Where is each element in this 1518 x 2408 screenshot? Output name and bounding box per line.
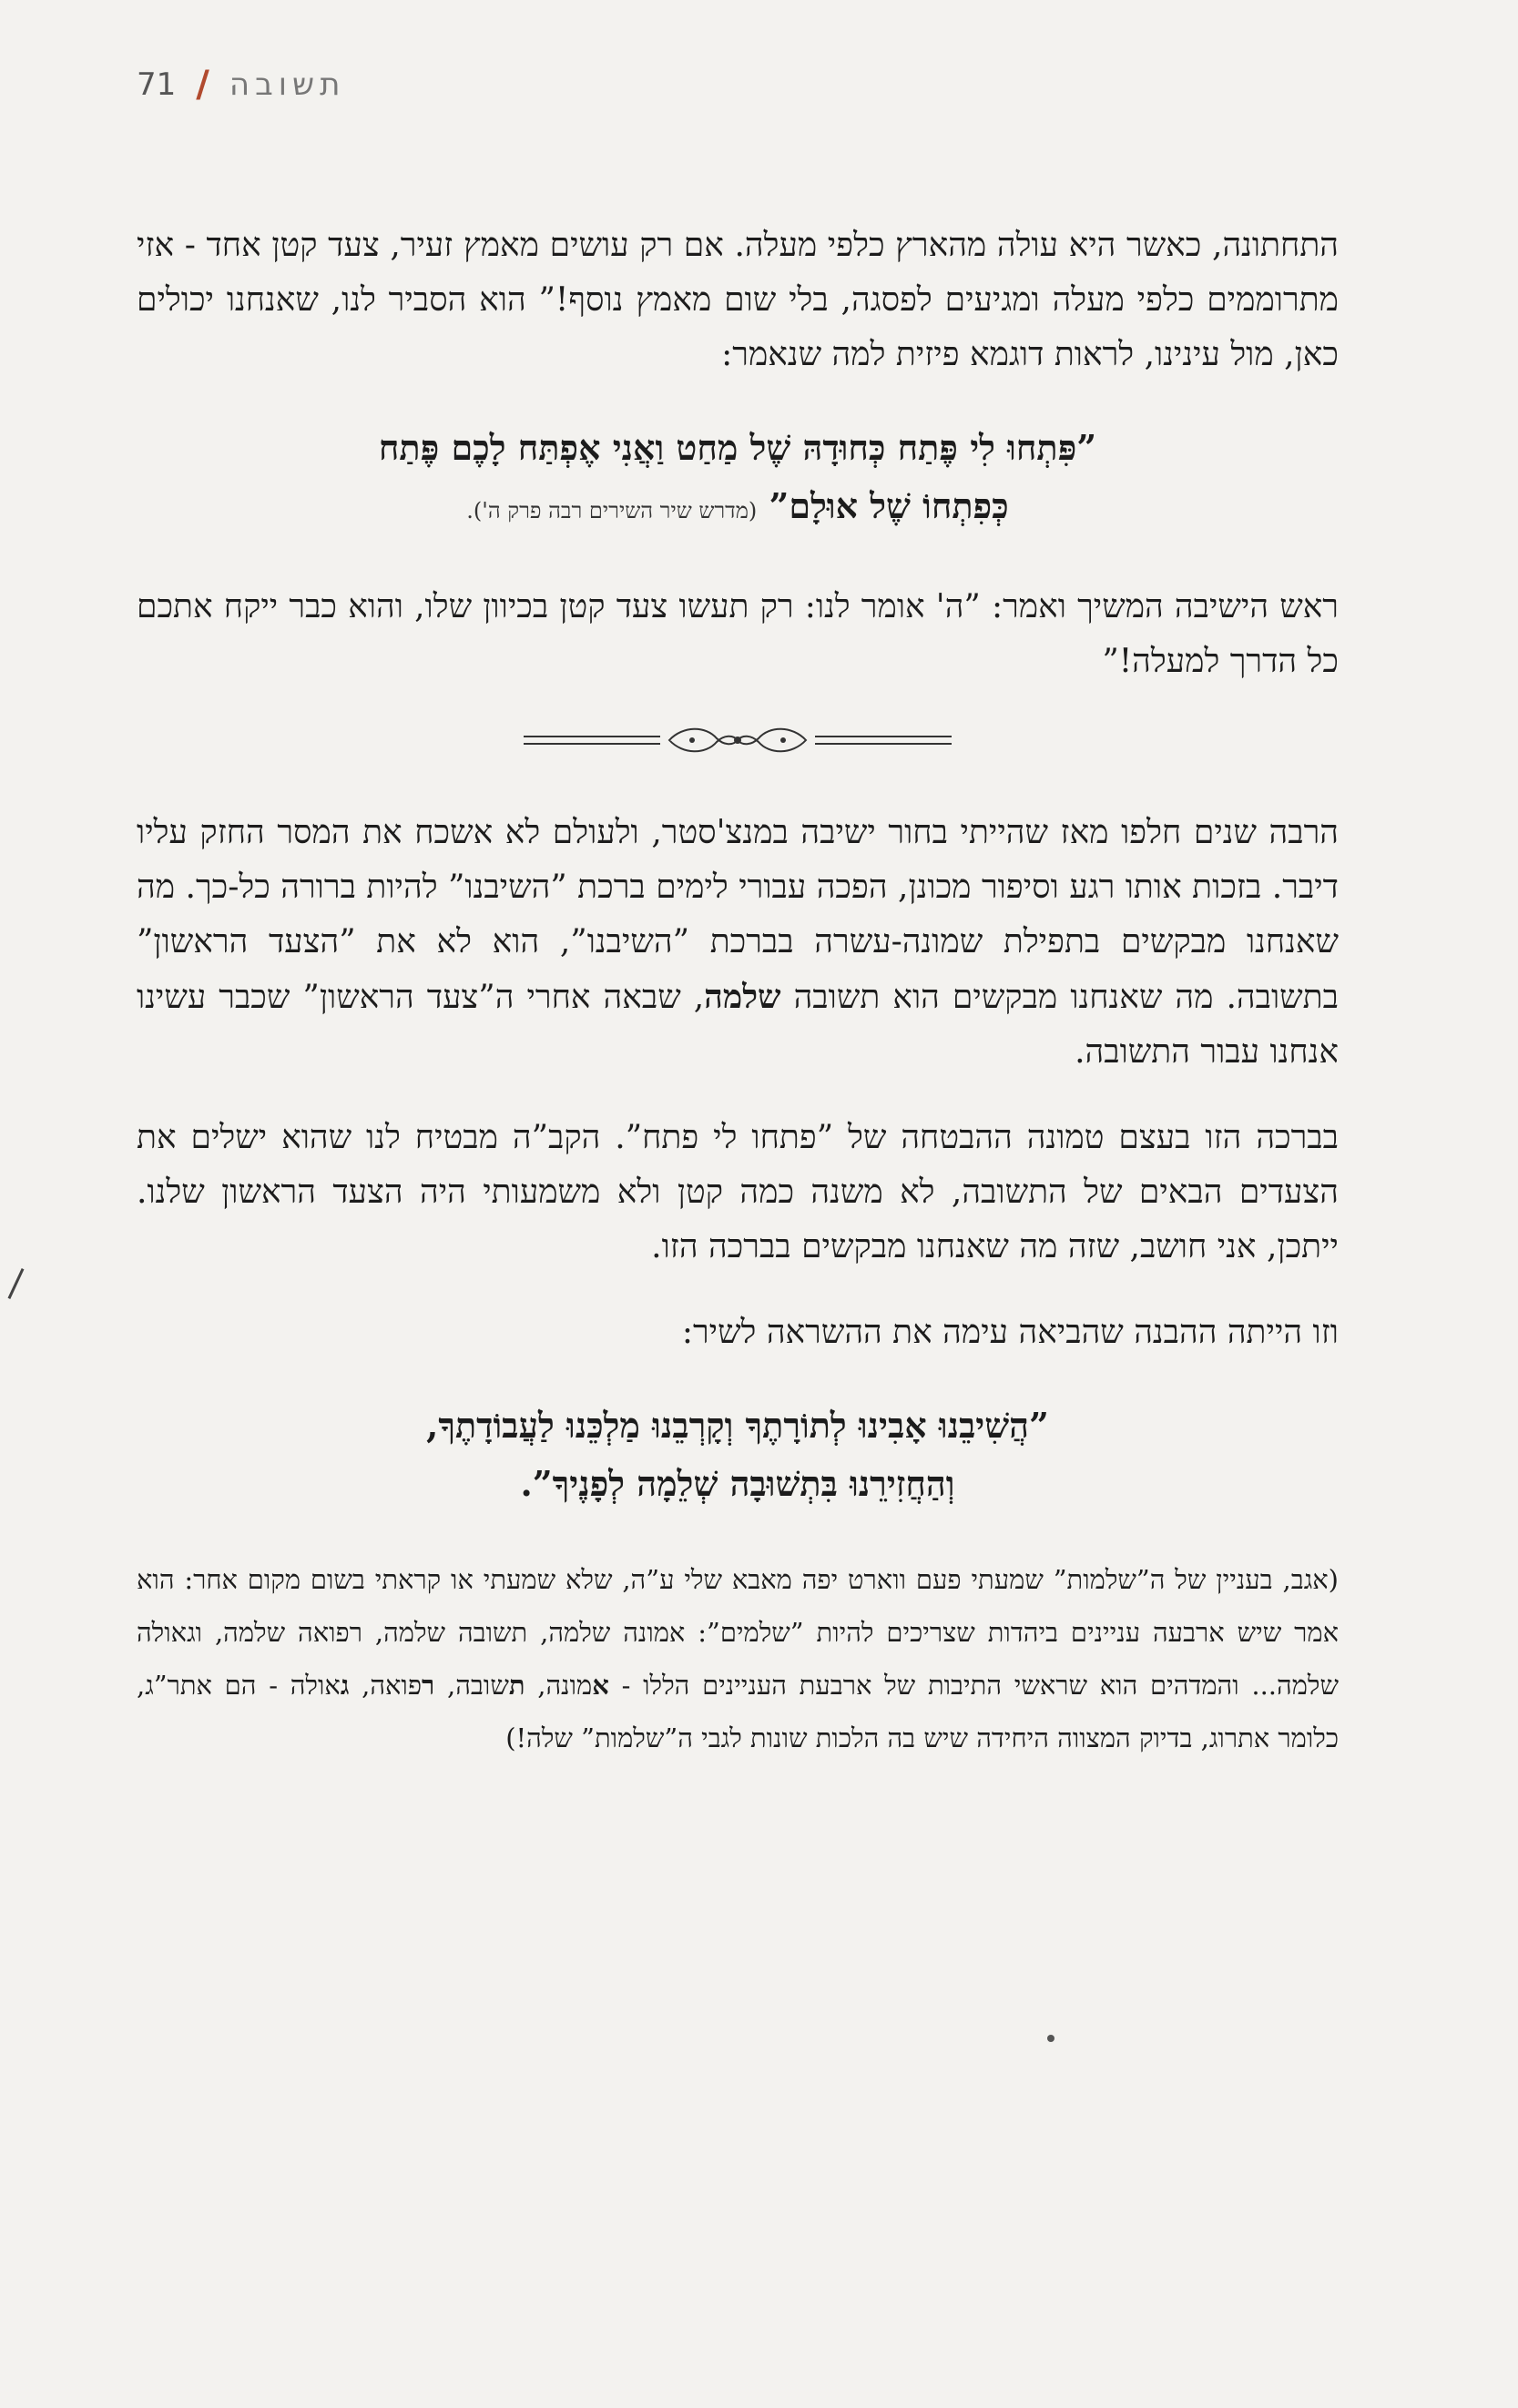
note-part-b: - הם אתר”ג, כלומר אתרוג, בדיוק המצווה היחידה שיש בה הלכות שונות לגבי ה”שלמות” שלה!) bbox=[137, 1670, 1339, 1753]
paragraph-3-bold-word: שלמה bbox=[704, 978, 781, 1016]
midrash-quote-line-1: ”פִּתְחוּ לִי פֶּתַח כְּחוּדָהּ שֶׁל מַחַט וַאֲנִי אֶפְתַּח לָכֶם פֶּתַח bbox=[378, 427, 1097, 468]
midrash-quote-line-2 bbox=[137, 477, 1339, 540]
paragraph-3-part-a: הרבה שנים חלפו מאז שהייתי בחור ישיבה במנצ'סטר, ולעולם לא אשכח את המסר החזק עליו דיבר. בזכות אותו רגע וסיפור מכונן, הפכה עבורי לימים ברכת ”השיבנו” להיות ברורה כל-כך. מה שאנחנו מבקשים בתפילת שמונה-עשרה בברכת ”השיבנו”, הוא לא את ”הצעד הראשון” בתשובה. מה שאנחנו מבקשים הוא תשובה bbox=[137, 814, 1339, 1016]
midrash-quote-line-2-text: כְּפִתְחוֹ שֶׁל אוּלָם” bbox=[769, 485, 1009, 526]
paragraph-3-part-b: , שבאה אחרי ה”צעד הראשון” שכבר עשינו אנחנו עבור התשובה. bbox=[137, 979, 1339, 1071]
running-title: תשובה bbox=[229, 66, 346, 103]
note-word-2: שובה, bbox=[434, 1670, 509, 1701]
note-part-a: (אגב, בעניין של ה”שלמות” שמעתי פעם ווארט יפה מאבא שלי ע”ה, שלא שמעתי או קראתי בשום מקום אחר: הוא אמר שיש ארבעה עניינים ביהדות שצריכים להיות ”שלמים”: אמונה שלמה, תשובה שלמה, רפואה שלמה, וגאולה שלמה... והמדהים הוא שראשי התיבות של ארבעת העניינים הללו - bbox=[137, 1564, 1339, 1701]
note-word-3: פואה, bbox=[349, 1670, 423, 1701]
paragraph-5: וזו הייתה ההבנה שהביאה עימה את ההשראה לשיר: bbox=[681, 1314, 1339, 1351]
midrash-citation: (מדרש שיר השירים רבה פרק ה'). bbox=[466, 498, 758, 523]
prayer-quote-line-2: וְהַחֲזִירֵנוּ בִּתְשׁוּבָה שְׁלֵמָה לְפָנֶיךָ”. bbox=[520, 1463, 955, 1504]
ornament-divider-icon bbox=[524, 720, 952, 760]
page-number: 71 bbox=[137, 66, 177, 103]
header-separator: / bbox=[196, 64, 209, 106]
note-letter-3: ר bbox=[422, 1670, 435, 1701]
midrash-quote bbox=[137, 419, 1339, 540]
page-content bbox=[137, 218, 1339, 1764]
paragraph-3 bbox=[137, 806, 1339, 1080]
prayer-quote bbox=[137, 1397, 1339, 1513]
note-letter-1: א bbox=[592, 1670, 609, 1701]
note-letter-4: ג bbox=[340, 1670, 350, 1701]
page-header bbox=[137, 64, 345, 106]
margin-pen-mark bbox=[8, 1268, 25, 1299]
prayer-quote-line-1: ”הֲשִׁיבֵנוּ אָבִינוּ לְתוֹרָתֶךָ וְקָרְבֵנוּ מַלְכֵּנוּ לַעֲבוֹדָתֶךָ, bbox=[426, 1405, 1049, 1446]
ink-dot bbox=[1047, 2035, 1054, 2042]
paragraph-4: בברכה הזו בעצם טמונה ההבטחה של ”פתחו לי פתח”. הקב”ה מבטיח לנו שהוא ישלים את הצעדים הבאים של התשובה, לא משנה כמה קטן ולא משמעותי היה הצעד הראשון שלנו. ייתכן, אני חושב, שזה מה שאנחנו מבקשים בברכה הזו. bbox=[137, 1119, 1339, 1265]
note-word-4: אולה bbox=[290, 1670, 341, 1701]
note-word-1: מונה, bbox=[525, 1670, 593, 1701]
note-letter-2: ת bbox=[508, 1670, 525, 1701]
paragraph-2: ראש הישיבה המשיך ואמר: ”ה' אומר לנו: רק תעשו צעד קטן בכיוון שלו, והוא כבר ייקח אתכם כל הדרך למעלה!” bbox=[137, 588, 1339, 680]
footnote-paragraph bbox=[137, 1553, 1339, 1764]
paragraph-1: התחתונה, כאשר היא עולה מהארץ כלפי מעלה. אם רק עושים מאמץ זעיר, צעד קטן אחד - אזי מתרוממים כלפי מעלה ומגיעים לפסגה, בלי שום מאמץ נוסף!” הוא הסביר לנו, שאנחנו יכולים כאן, מול עינינו, לראות דוגמא פיזית למה שנאמר: bbox=[137, 227, 1339, 373]
